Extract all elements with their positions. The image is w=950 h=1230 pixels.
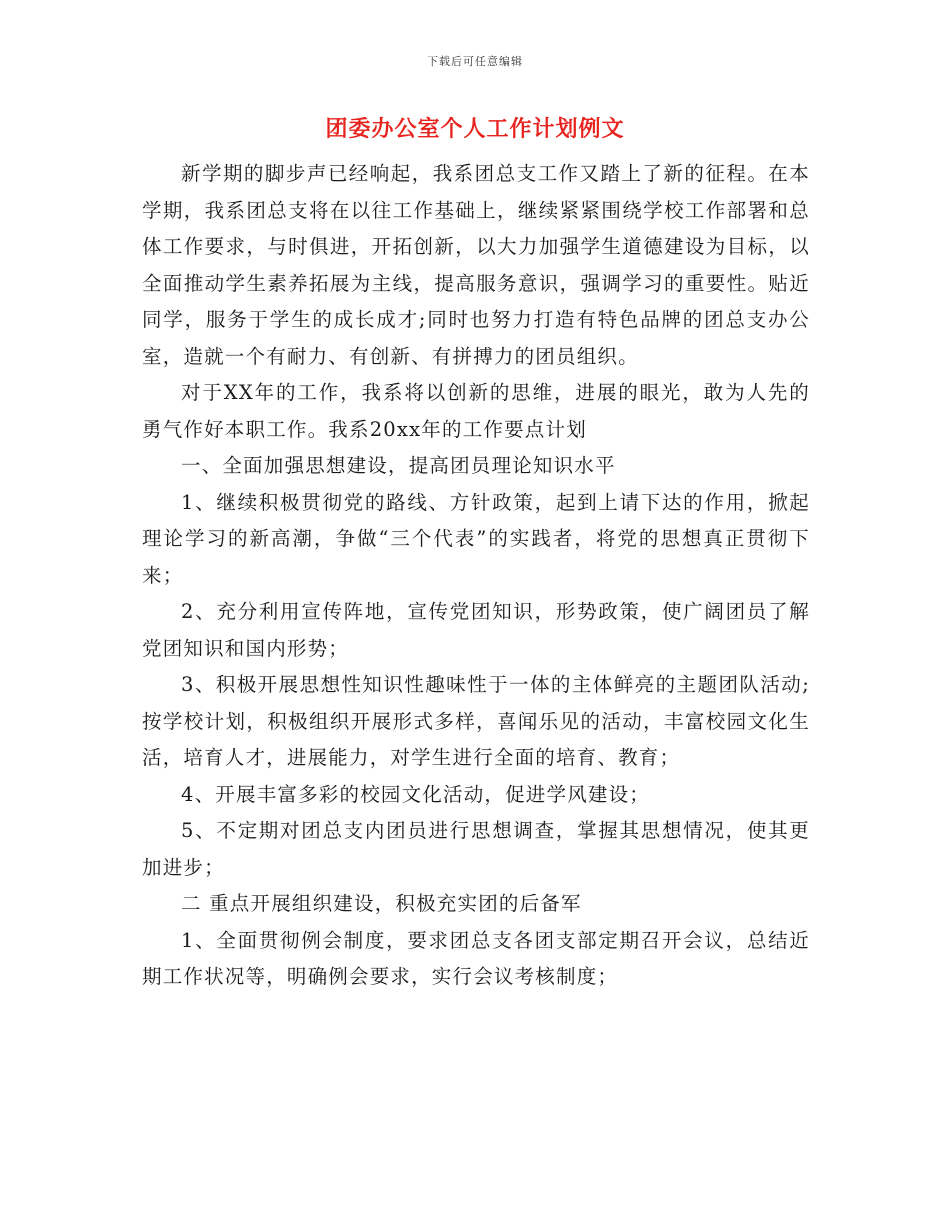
section-heading-1: 一、全面加强思想建设，提高团员理论知识水平 (181, 454, 616, 477)
header-note: 下载后可任意编辑 (427, 55, 523, 68)
paragraph-item-1-3: 3、积极开展思想性知识性趣味性于一体的主体鲜亮的主题团队活动;按学校计划，积极组织开展形式多样，喜闻乐见的活动，丰富校园文化生活，培育人才，进展能力，对学生进行全面的培育、教育； (142, 673, 810, 769)
paragraph-item-2-1: 1、全面贯彻例会制度，要求团总支各团支部定期召开会议，总结近期工作状况等，明确例会要求，实行会议考核制度； (142, 928, 810, 988)
document-title: 团委办公室个人工作计划例文 (325, 117, 625, 142)
section-heading-2: 二 重点开展组织建设，积极充实团的后备军 (181, 892, 582, 915)
paragraph-item-1-4: 4、开展丰富多彩的校园文化活动，促进学风建设； (181, 782, 651, 806)
paragraph-item-1-5: 5、不定期对团总支内团员进行思想调查，掌握其思想情况，使其更加进步； (142, 819, 810, 879)
paragraph-plan-intro: 对于XX年的工作，我系将以创新的思维，进展的眼光，敢为人先的勇气作好本职工作。我系20xx年的工作要点计划 (142, 381, 810, 441)
paragraph-item-1-2: 2、充分利用宣传阵地，宣传党团知识，形势政策，使广阔团员了解党团知识和国内形势； (142, 600, 810, 660)
paragraph-item-1-1: 1、继续积极贯彻党的路线、方针政策，起到上请下达的作用，掀起理论学习的新高潮，争做“三个代表”的实践者，将党的思想真正贯彻下来； (142, 490, 810, 587)
document-body (142, 156, 810, 996)
paragraph-intro: 新学期的脚步声已经响起，我系团总支工作又踏上了新的征程。在本学期，我系团总支将在以往工作基础上，继续紧紧围绕学校工作部署和总体工作要求，与时俱进，开拓创新，以大力加强学生道德建设为目标，以全面推动学生素养拓展为主线，提高服务意识，强调学习的重要性。贴近同学，服务于学生的成长成才;同时也努力打造有特色品牌的团总支办公室，造就一个有耐力、有创新、有拼搏力的团员组织。 (142, 162, 810, 368)
